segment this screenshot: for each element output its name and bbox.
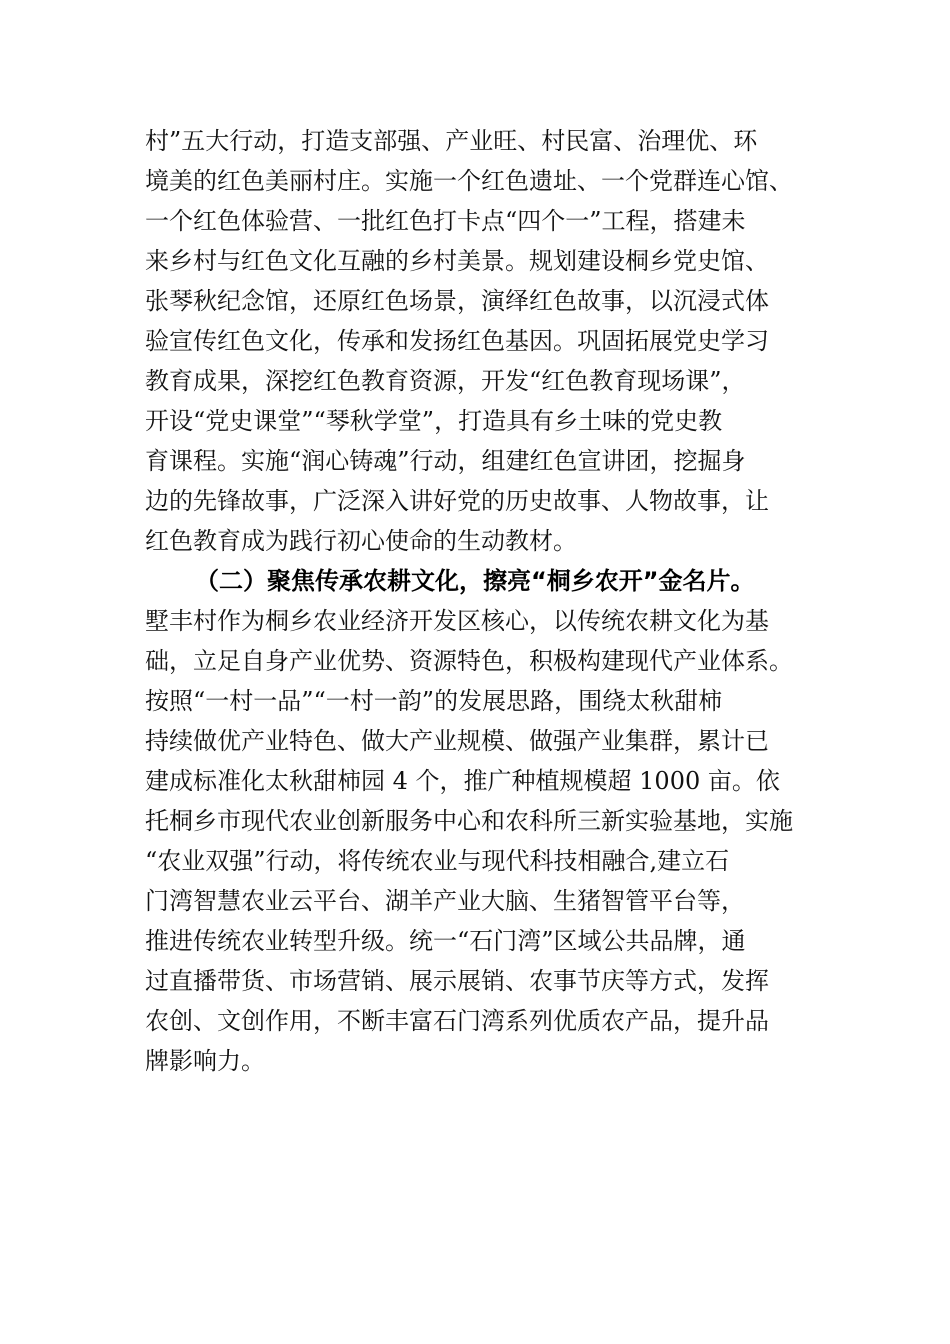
paragraph-line: 境美的红色美丽村庄。实施一个红色遗址、一个党群连心馆、: [145, 167, 793, 195]
paragraph-line: 础，立足自身产业优势、资源特色，积极构建现代产业体系。: [145, 647, 793, 675]
paragraph-line: 牌影响力。: [145, 1047, 265, 1075]
paragraph-line: 持续做优产业特色、做大产业规模、做强产业集群，累计已: [145, 727, 769, 755]
paragraph-line: 推进传统农业转型升级。统一“石门湾”区域公共品牌，通: [145, 927, 746, 955]
paragraph-line: 来乡村与红色文化互融的乡村美景。规划建设桐乡党史馆、: [145, 247, 769, 275]
section-heading: （二）聚焦传承农耕文化，擦亮“桐乡农开”金名片。: [195, 567, 755, 595]
paragraph-line: 托桐乡市现代农业创新服务中心和农科所三新实验基地，实施: [145, 807, 793, 835]
paragraph-line: 育课程。实施“润心铸魂”行动，组建红色宣讲团，挖掘身: [145, 447, 746, 475]
paragraph-line: 张琴秋纪念馆，还原红色场景，演绎红色故事，以沉浸式体: [145, 287, 769, 315]
paragraph-line: “农业双强”行动，将传统农业与现代科技相融合,建立石: [145, 847, 730, 875]
paragraph-line: 墅丰村作为桐乡农业经济开发区核心，以传统农耕文化为基: [145, 607, 769, 635]
paragraph-line: 过直播带货、市场营销、展示展销、农事节庆等方式，发挥: [145, 967, 769, 995]
paragraph-line: 开设“党史课堂”“琴秋学堂”，打造具有乡土味的党史教: [145, 407, 723, 435]
paragraph-line: 一个红色体验营、一批红色打卡点“四个一”工程，搭建未: [145, 207, 746, 235]
paragraph-line: 村”五大行动，打造支部强、产业旺、村民富、治理优、环: [145, 127, 758, 155]
paragraph-line: 验宣传红色文化，传承和发扬红色基因。巩固拓展党史学习: [145, 327, 769, 355]
paragraph-line: 边的先锋故事，广泛深入讲好党的历史故事、人物故事，让: [145, 487, 769, 515]
paragraph-line: 门湾智慧农业云平台、湖羊产业大脑、生猪智管平台等，: [145, 887, 745, 915]
paragraph-line: 建成标准化太秋甜柿园 4 个，推广种植规模超 1000 亩。依: [145, 767, 780, 795]
paragraph-line: 按照“一村一品”“一村一韵”的发展思路，围绕太秋甜柿: [145, 687, 723, 715]
paragraph-line: 农创、文创作用，不断丰富石门湾系列优质农产品，提升品: [145, 1007, 769, 1035]
paragraph-line: 教育成果，深挖红色教育资源，开发“红色教育现场课”，: [145, 367, 746, 395]
paragraph-line: 红色教育成为践行初心使命的生动教材。: [145, 527, 577, 555]
